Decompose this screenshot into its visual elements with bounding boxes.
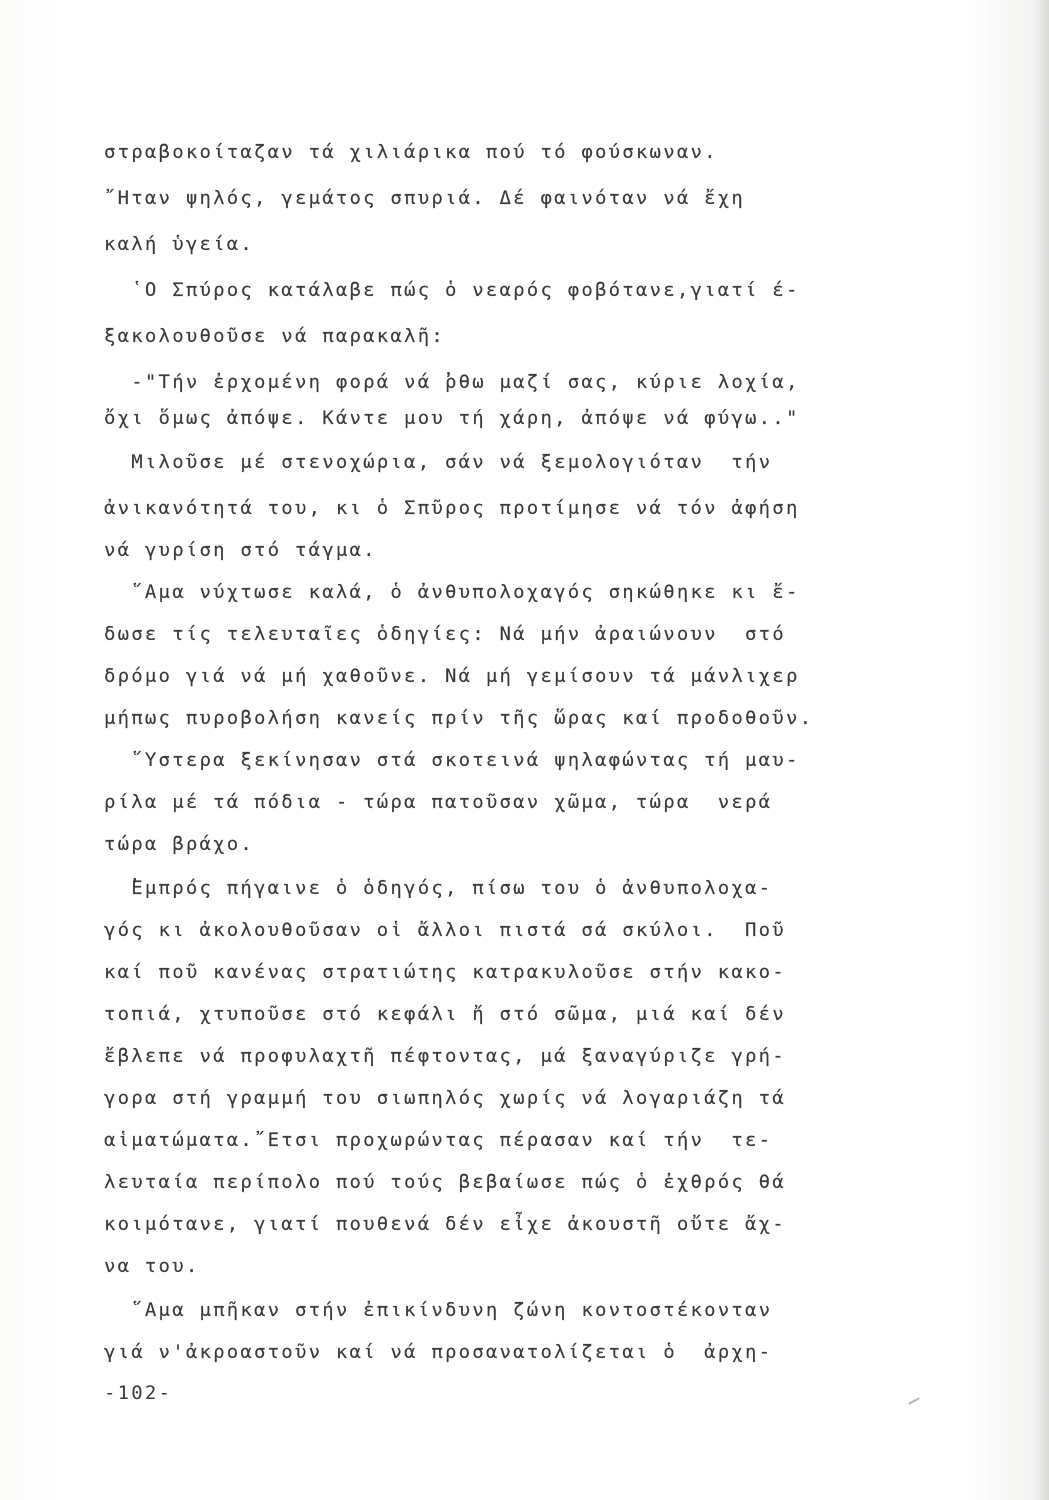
text-line: καλή ὑγεία. — [104, 233, 255, 255]
text-line: τώρα βράχο. — [104, 833, 255, 855]
page-edge-shadow — [1035, 0, 1049, 1500]
text-line: να του. — [104, 1255, 200, 1277]
text-line: γορα στή γραμμή του σιωπηλός χωρίς νά λογαριάζη τά — [104, 1087, 786, 1109]
text-line: δωσε τίς τελευταῖες ὁδηγίες: Νά μήν ἀραιώνουν στό — [104, 623, 786, 645]
text-line: ὄχι ὅμως ἀπόψε. Κάντε μου τή χάρη, ἀπόψε νά φύγω.." — [104, 407, 800, 429]
text-line: καί ποῦ κανένας στρατιώτης κατρακυλοῦσε στήν κακο- — [104, 961, 786, 983]
text-line: ἀνικανότητά του, κι ὁ Σπῦρος προτίμησε νά τόν ἀφήση — [104, 497, 800, 519]
text-line: δρόμο γιά νά μή χαθοῦνε. Νά μή γεμίσουν τά μάνλιχερ — [104, 665, 800, 687]
page-number: -102- — [104, 1382, 173, 1404]
text-line: νά γυρίση στό τάγμα. — [104, 539, 377, 561]
text-line: αἱματώματα.῎Ετσι προχωρώντας πέρασαν καί τήν τε- — [104, 1129, 773, 1151]
text-line: μήπως πυροβολήση κανείς πρίν τῆς ὥρας καί προδοθοῦν. — [104, 707, 814, 729]
text-line: τοπιά, χτυποῦσε στό κεφάλι ἤ στό σῶμα, μιά καί δέν — [104, 1003, 786, 1025]
text-line: Μιλοῦσε μέ στενοχώρια, σάν νά ξεμολογιόταν τήν — [104, 451, 773, 473]
text-line: ῾Ο Σπύρος κατάλαβε πώς ὁ νεαρός φοβότανε,γιατί έ- — [104, 279, 800, 301]
text-line: ̓Εμπρός πήγαινε ὁ ὁδηγός, πίσω του ὁ ἀνθυπολοχα- — [104, 877, 773, 899]
pencil-mark — [908, 1397, 920, 1404]
text-line: λευταία περίπολο πού τούς βεβαίωσε πώς ὁ ἐχθρός θά — [104, 1171, 786, 1193]
text-line: ῞Αμα μπῆκαν στήν ἐπικίνδυνη ζώνη κοντοστέκονταν — [104, 1299, 773, 1321]
text-line: ῎Ηταν ψηλός, γεμάτος σπυριά. Δέ φαινόταν νά ἔχη — [104, 187, 746, 209]
text-line: -"Τήν ἐρχομένη φορά νά ̓ρθω μαζί σας, κύριε λοχία, — [104, 371, 800, 393]
text-line: ῞Αμα νύχτωσε καλά, ὁ ἀνθυπολοχαγός σηκώθηκε κι ἔ- — [104, 581, 800, 603]
text-line: ξακολουθοῦσε νά παρακαλῆ: — [104, 325, 445, 347]
text-line: κοιμότανε, γιατί πουθενά δέν εἶχε ἀκουστῆ οὔτε ἄχ- — [104, 1213, 786, 1235]
text-line: γός κι ἀκολουθοῦσαν οἱ ἄλλοι πιστά σά σκύλοι. Ποῦ — [104, 919, 786, 941]
text-line: στραβοκοίταζαν τά χιλιάρικα πού τό φούσκωναν. — [104, 141, 718, 163]
text-line: ρίλα μέ τά πόδια - τώρα πατοῦσαν χῶμα, τώρα νερά — [104, 791, 773, 813]
text-line: ἔβλεπε νά προφυλαχτῆ πέφτοντας, μά ξαναγύριζε γρή- — [104, 1045, 786, 1067]
text-line: γιά ν'ἀκροαστοῦν καί νά προσανατολίζεται ὁ ἀρχη- — [104, 1341, 773, 1363]
text-line: ῞Υστερα ξεκίνησαν στά σκοτεινά ψηλαφώντας τή μαυ- — [104, 749, 800, 771]
